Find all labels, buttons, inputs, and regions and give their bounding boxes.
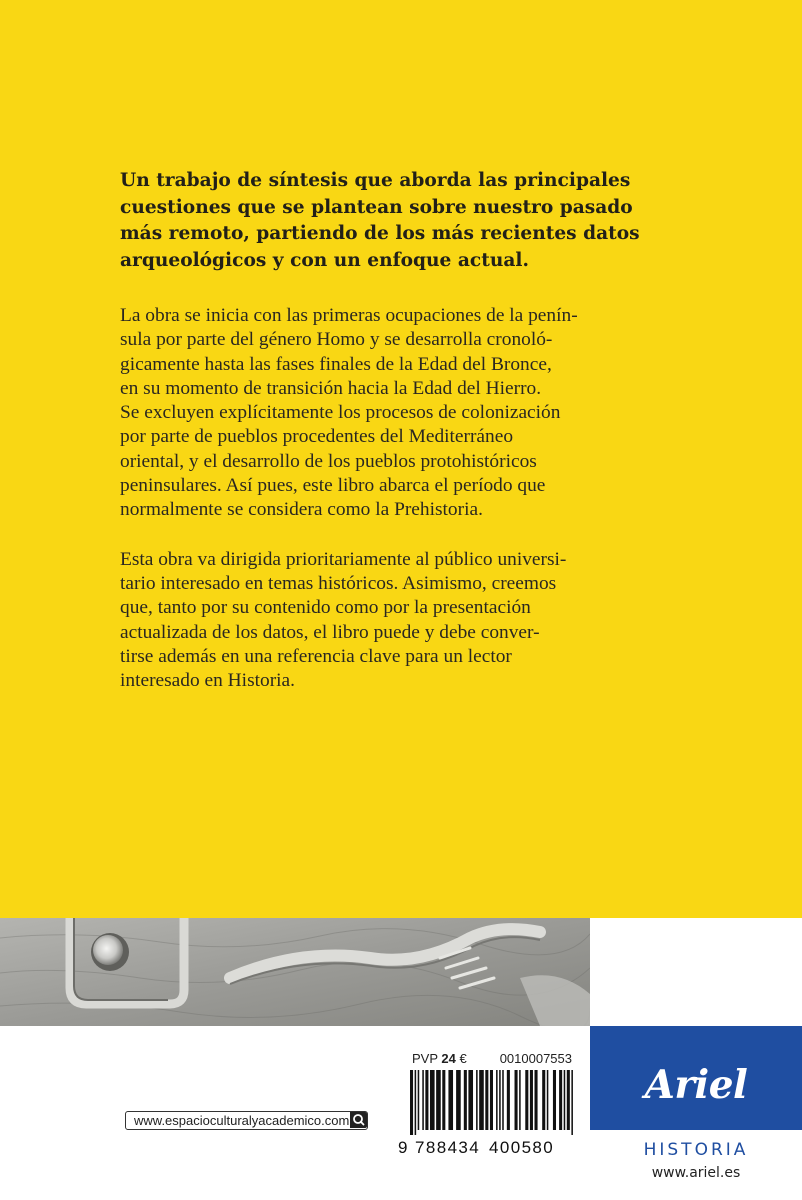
text-line: peninsulares. Así pues, este libro abarca el período que	[120, 475, 546, 497]
barcode-bar	[502, 1070, 504, 1130]
lead-line: Un trabajo de síntesis que aborda las principales	[120, 170, 631, 191]
lead-line: arqueológicos y con un enfoque actual.	[120, 249, 529, 271]
barcode-bar	[410, 1070, 413, 1135]
barcode-bar	[515, 1070, 518, 1130]
website-url[interactable]: www.espacioculturalyacademico.com	[134, 1113, 350, 1128]
barcode-bar	[415, 1070, 417, 1135]
text-line: sula por parte del género Homo y se desarrolla cronoló-	[120, 329, 553, 351]
barcode-bar	[553, 1070, 556, 1130]
barcode-bar	[535, 1070, 538, 1130]
lead-paragraph	[120, 168, 700, 274]
ariel-logo: Ariel	[644, 1062, 748, 1108]
text-line: Esta obra va dirigida prioritariamente al público universi-	[120, 548, 567, 570]
barcode-bar	[564, 1070, 566, 1130]
barcode-bar	[468, 1070, 473, 1130]
barcode-bar	[479, 1070, 484, 1130]
barcode-bar	[442, 1070, 445, 1130]
isbn-right-group: 400580	[489, 1138, 555, 1157]
price-currency: €	[459, 1051, 467, 1066]
text-line: Se excluyen explícitamente los procesos de colonización	[120, 402, 561, 424]
price-label	[412, 1051, 467, 1066]
description-paragraph-2	[120, 548, 700, 694]
barcode-bar	[464, 1070, 467, 1130]
barcode-bar	[496, 1070, 498, 1130]
stone-relief-illustration	[0, 918, 590, 1026]
price-amount: 24	[441, 1051, 456, 1066]
text-line: en su momento de transición hacia la Edad del Hierro.	[120, 377, 542, 399]
barcode-bar	[567, 1070, 570, 1130]
barcode-bar	[559, 1070, 562, 1130]
price-prefix: PVP	[412, 1051, 438, 1066]
text-line: que, tanto por su contenido como por la presentación	[120, 597, 531, 619]
barcode-bar	[542, 1070, 545, 1130]
text-line: tirse además en una referencia clave para un lector	[120, 645, 512, 667]
barcode-bar	[456, 1070, 461, 1130]
barcode-bars	[410, 1070, 576, 1135]
barcode-bar	[418, 1070, 420, 1130]
barcode-bar	[571, 1070, 573, 1135]
website-link[interactable]	[125, 1111, 368, 1130]
barcode-bar	[530, 1070, 533, 1130]
barcode-bar	[422, 1070, 424, 1130]
barcode-bar	[525, 1070, 528, 1130]
text-line: normalmente se considera como la Prehistoria.	[120, 499, 483, 521]
product-code: 0010007553	[499, 1051, 572, 1066]
barcode-bar	[425, 1070, 428, 1130]
collection-name: HISTORIA	[643, 1140, 749, 1160]
isbn-lead-digit: 9	[398, 1138, 408, 1157]
barcode-bar	[499, 1070, 501, 1130]
text-line: actualizada de los datos, el libro puede y debe conver-	[120, 621, 540, 643]
barcode-bar	[519, 1070, 521, 1130]
barcode-bar	[490, 1070, 493, 1130]
barcode-bar	[448, 1070, 453, 1130]
barcode-bar	[485, 1070, 488, 1130]
text-line: tario interesado en temas históricos. Asimismo, creemos	[120, 572, 557, 594]
description-paragraph-1	[120, 304, 700, 523]
text-line: interesado en Historia.	[120, 670, 295, 692]
isbn-number	[398, 1138, 578, 1158]
text-line: La obra se inicia con las primeras ocupaciones de la penín-	[120, 305, 578, 326]
lead-line: más remoto, partiendo de los más recientes datos	[120, 223, 640, 244]
text-line: por parte de pueblos procedentes del Mediterráneo	[120, 426, 514, 448]
barcode-bar	[476, 1070, 478, 1130]
back-cover-blurb	[120, 168, 700, 718]
barcode-bar	[430, 1070, 435, 1130]
publisher-brand-panel	[590, 1026, 802, 1130]
isbn-left-group: 788434	[415, 1138, 481, 1157]
search-icon	[350, 1112, 367, 1128]
text-line: oriental, y el desarrollo de los pueblos protohistóricos	[120, 450, 537, 472]
publisher-url[interactable]: www.ariel.es	[651, 1165, 741, 1181]
text-line: gicamente hasta las fases finales de la Edad del Bronce,	[120, 353, 552, 375]
stone-relief-image	[0, 918, 590, 1026]
barcode-bar	[547, 1070, 549, 1130]
lead-line: cuestiones que se plantean sobre nuestro pasado	[120, 196, 633, 218]
barcode-bar	[507, 1070, 510, 1130]
barcode-bar	[436, 1070, 441, 1130]
barcode	[410, 1070, 576, 1135]
